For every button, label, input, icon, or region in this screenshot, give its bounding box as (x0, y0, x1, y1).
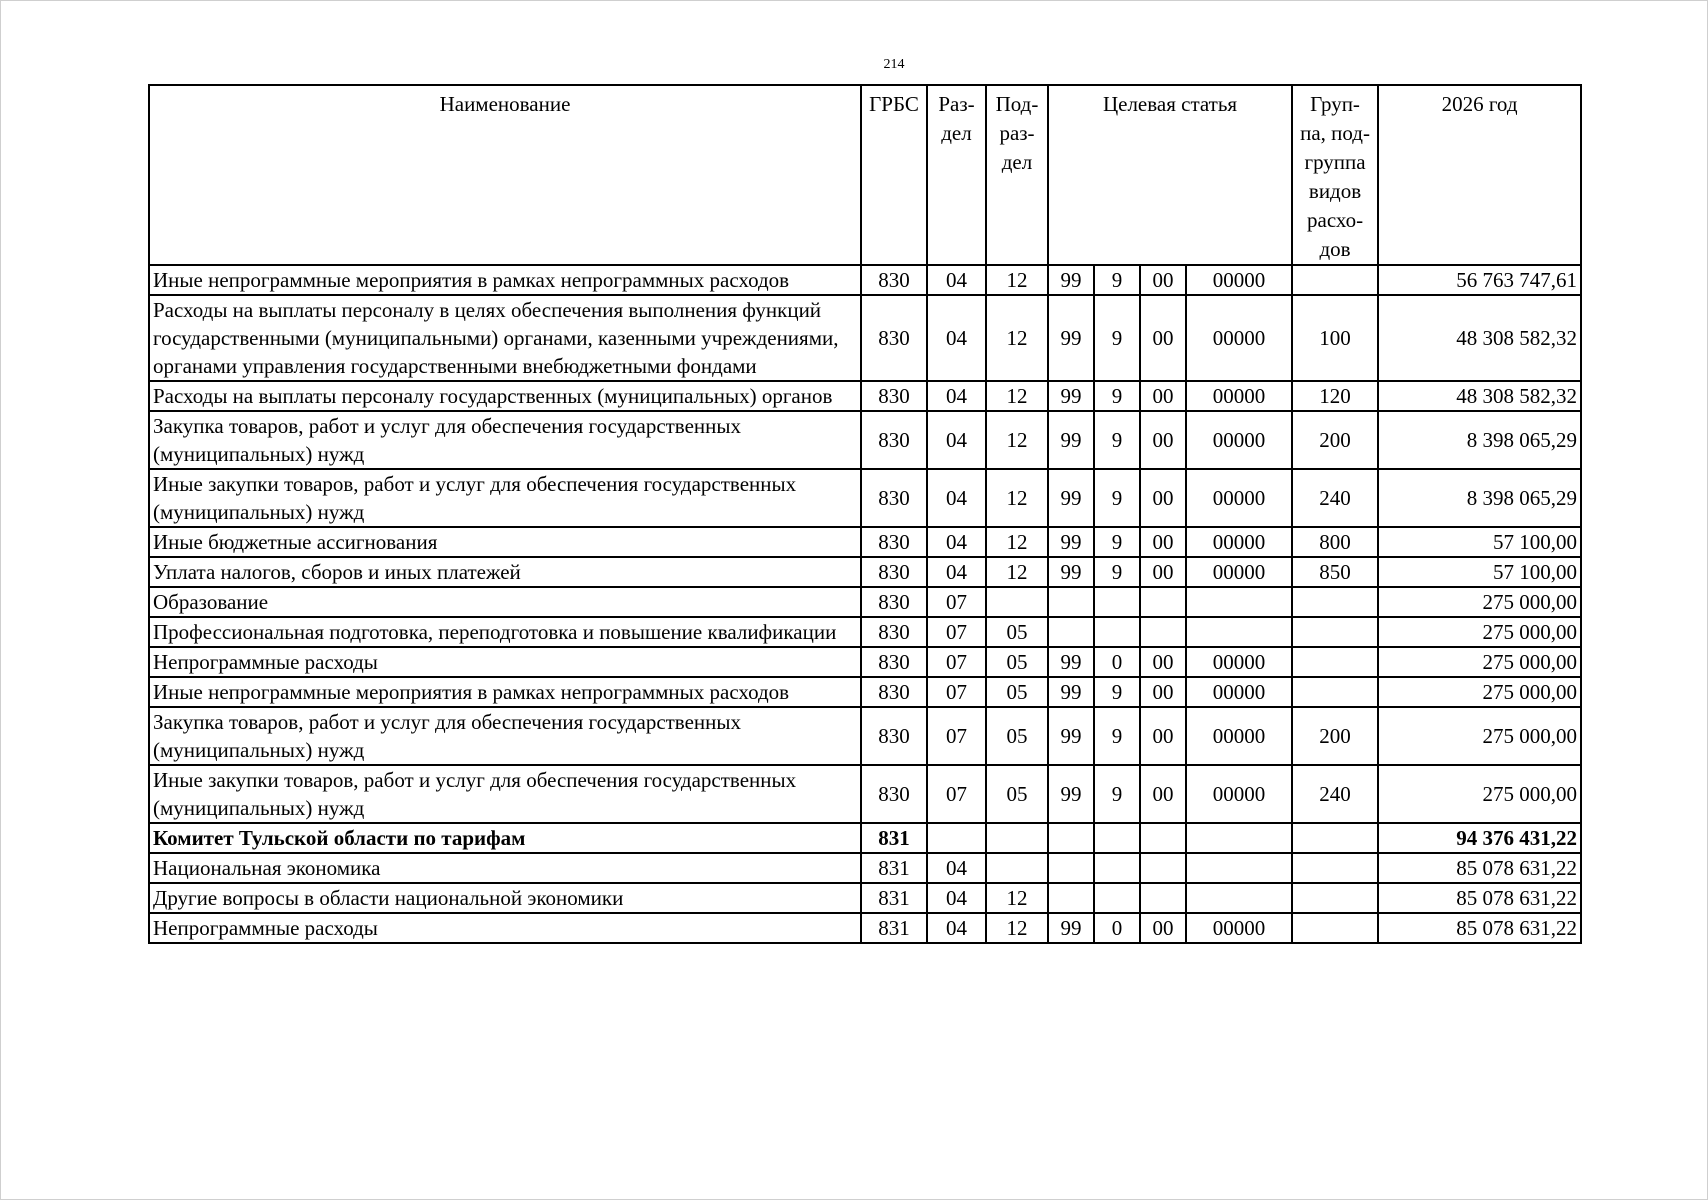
row-target-program: 99 (1048, 411, 1094, 469)
table-row (149, 913, 1581, 943)
row-amount: 275 000,00 (1378, 707, 1581, 765)
row-grbs: 830 (861, 557, 927, 587)
row-razdel: 04 (927, 883, 986, 913)
row-expense-group: 850 (1292, 557, 1378, 587)
row-name: Профессиональная подготовка, переподготовка и повышение квалификации (149, 617, 861, 647)
table-row (149, 527, 1581, 557)
row-grbs: 831 (861, 883, 927, 913)
row-target-direction: 00000 (1186, 295, 1292, 381)
row-name: Закупка товаров, работ и услуг для обеспечения государственных (муниципальных) нужд (149, 707, 861, 765)
row-razdel (927, 823, 986, 853)
table-header (149, 85, 1581, 265)
row-target-subprogram (1140, 823, 1186, 853)
row-grbs: 830 (861, 677, 927, 707)
row-name: Иные непрограммные мероприятия в рамках непрограммных расходов (149, 265, 861, 295)
row-target-subprogram: 00 (1140, 265, 1186, 295)
row-name: Непрограммные расходы (149, 647, 861, 677)
row-expense-group: 800 (1292, 527, 1378, 557)
row-expense-group (1292, 617, 1378, 647)
page-number: 214 (883, 57, 905, 72)
budget-table (148, 84, 1582, 944)
row-target-type (1094, 587, 1140, 617)
header-expense-group: Груп- па, под- группа видов расхо- дов (1292, 85, 1378, 265)
row-podrazdel (986, 823, 1048, 853)
row-target-program: 99 (1048, 469, 1094, 527)
row-target-type: 9 (1094, 557, 1140, 587)
row-amount: 275 000,00 (1378, 677, 1581, 707)
row-target-type: 0 (1094, 913, 1140, 943)
row-name: Расходы на выплаты персоналу в целях обеспечения выполнения функций государственными (муниципальными) органами, казенными учреждениями, органами управления государственными внебюджетными фондами (149, 295, 861, 381)
row-target-direction (1186, 617, 1292, 647)
row-name: Уплата налогов, сборов и иных платежей (149, 557, 861, 587)
table-row (149, 853, 1581, 883)
row-amount: 275 000,00 (1378, 617, 1581, 647)
row-target-type (1094, 883, 1140, 913)
row-expense-group: 200 (1292, 707, 1378, 765)
row-razdel: 07 (927, 587, 986, 617)
row-target-subprogram: 00 (1140, 469, 1186, 527)
row-podrazdel: 05 (986, 617, 1048, 647)
row-expense-group: 200 (1292, 411, 1378, 469)
row-target-subprogram: 00 (1140, 527, 1186, 557)
row-target-subprogram: 00 (1140, 295, 1186, 381)
row-razdel: 04 (927, 527, 986, 557)
row-target-subprogram (1140, 853, 1186, 883)
row-amount: 275 000,00 (1378, 765, 1581, 823)
row-podrazdel: 12 (986, 295, 1048, 381)
row-target-direction: 00000 (1186, 265, 1292, 295)
table-row (149, 469, 1581, 527)
row-amount: 48 308 582,32 (1378, 295, 1581, 381)
row-target-direction: 00000 (1186, 411, 1292, 469)
row-podrazdel: 12 (986, 381, 1048, 411)
row-target-program: 99 (1048, 647, 1094, 677)
row-razdel: 07 (927, 765, 986, 823)
row-name: Другие вопросы в области национальной экономики (149, 883, 861, 913)
row-target-direction (1186, 883, 1292, 913)
row-target-direction: 00000 (1186, 765, 1292, 823)
row-name: Непрограммные расходы (149, 913, 861, 943)
row-target-type: 9 (1094, 765, 1140, 823)
row-target-type: 9 (1094, 527, 1140, 557)
row-podrazdel: 05 (986, 647, 1048, 677)
row-target-subprogram: 00 (1140, 913, 1186, 943)
row-name: Комитет Тульской области по тарифам (149, 823, 861, 853)
row-target-direction: 00000 (1186, 707, 1292, 765)
row-target-program (1048, 883, 1094, 913)
row-name: Иные закупки товаров, работ и услуг для обеспечения государственных (муниципальных) нужд (149, 765, 861, 823)
row-target-type: 0 (1094, 647, 1140, 677)
table-row (149, 381, 1581, 411)
row-podrazdel: 12 (986, 883, 1048, 913)
table-row (149, 647, 1581, 677)
row-grbs: 831 (861, 823, 927, 853)
row-expense-group (1292, 883, 1378, 913)
row-razdel: 04 (927, 557, 986, 587)
table-row (149, 765, 1581, 823)
row-grbs: 830 (861, 527, 927, 557)
row-grbs: 830 (861, 381, 927, 411)
row-target-type: 9 (1094, 381, 1140, 411)
row-podrazdel: 12 (986, 265, 1048, 295)
row-target-program: 99 (1048, 707, 1094, 765)
row-podrazdel: 05 (986, 707, 1048, 765)
row-podrazdel: 05 (986, 677, 1048, 707)
row-target-type: 9 (1094, 265, 1140, 295)
row-razdel: 04 (927, 853, 986, 883)
row-grbs: 830 (861, 295, 927, 381)
row-target-program: 99 (1048, 295, 1094, 381)
row-amount: 8 398 065,29 (1378, 469, 1581, 527)
row-amount: 85 078 631,22 (1378, 913, 1581, 943)
row-target-subprogram: 00 (1140, 707, 1186, 765)
row-target-type: 9 (1094, 295, 1140, 381)
row-grbs: 830 (861, 411, 927, 469)
table-row (149, 295, 1581, 381)
row-amount: 56 763 747,61 (1378, 265, 1581, 295)
row-razdel: 04 (927, 265, 986, 295)
row-target-direction: 00000 (1186, 913, 1292, 943)
row-target-program (1048, 617, 1094, 647)
row-target-program: 99 (1048, 677, 1094, 707)
row-target-program: 99 (1048, 557, 1094, 587)
row-podrazdel: 12 (986, 913, 1048, 943)
table-row (149, 707, 1581, 765)
row-target-direction (1186, 823, 1292, 853)
row-target-subprogram: 00 (1140, 411, 1186, 469)
row-amount: 48 308 582,32 (1378, 381, 1581, 411)
row-target-type: 9 (1094, 677, 1140, 707)
table-row (149, 557, 1581, 587)
row-podrazdel: 05 (986, 765, 1048, 823)
row-name: Образование (149, 587, 861, 617)
row-grbs: 830 (861, 617, 927, 647)
row-target-type (1094, 617, 1140, 647)
row-grbs: 830 (861, 265, 927, 295)
table-row (149, 823, 1581, 853)
row-target-program: 99 (1048, 265, 1094, 295)
row-expense-group (1292, 853, 1378, 883)
row-expense-group (1292, 647, 1378, 677)
table-body (149, 265, 1581, 943)
row-grbs: 831 (861, 853, 927, 883)
table-row (149, 883, 1581, 913)
row-podrazdel: 12 (986, 469, 1048, 527)
row-razdel: 04 (927, 411, 986, 469)
row-expense-group: 100 (1292, 295, 1378, 381)
row-podrazdel: 12 (986, 527, 1048, 557)
row-target-direction: 00000 (1186, 469, 1292, 527)
row-name: Национальная экономика (149, 853, 861, 883)
row-razdel: 04 (927, 469, 986, 527)
row-name: Иные бюджетные ассигнования (149, 527, 861, 557)
row-name: Расходы на выплаты персоналу государственных (муниципальных) органов (149, 381, 861, 411)
row-amount: 57 100,00 (1378, 557, 1581, 587)
table-row (149, 677, 1581, 707)
row-target-program: 99 (1048, 381, 1094, 411)
row-grbs: 830 (861, 647, 927, 677)
row-amount: 275 000,00 (1378, 647, 1581, 677)
row-amount: 8 398 065,29 (1378, 411, 1581, 469)
header-razdel: Раз- дел (927, 85, 986, 265)
row-amount: 85 078 631,22 (1378, 853, 1581, 883)
row-razdel: 04 (927, 381, 986, 411)
row-amount: 275 000,00 (1378, 587, 1581, 617)
row-amount: 94 376 431,22 (1378, 823, 1581, 853)
row-target-type: 9 (1094, 411, 1140, 469)
row-grbs: 830 (861, 587, 927, 617)
row-expense-group: 120 (1292, 381, 1378, 411)
table-row (149, 411, 1581, 469)
row-expense-group (1292, 913, 1378, 943)
row-podrazdel (986, 587, 1048, 617)
header-name: Наименование (149, 85, 861, 265)
row-target-type (1094, 823, 1140, 853)
row-razdel: 04 (927, 913, 986, 943)
row-target-subprogram: 00 (1140, 557, 1186, 587)
row-expense-group (1292, 823, 1378, 853)
header-year-2026: 2026 год (1378, 85, 1581, 265)
row-target-type (1094, 853, 1140, 883)
row-target-subprogram (1140, 883, 1186, 913)
row-target-program (1048, 853, 1094, 883)
row-target-subprogram: 00 (1140, 647, 1186, 677)
row-target-subprogram (1140, 617, 1186, 647)
table-row (149, 265, 1581, 295)
row-target-subprogram (1140, 587, 1186, 617)
row-grbs: 831 (861, 913, 927, 943)
row-target-subprogram: 00 (1140, 765, 1186, 823)
row-razdel: 07 (927, 617, 986, 647)
row-target-direction (1186, 587, 1292, 617)
row-target-subprogram: 00 (1140, 381, 1186, 411)
row-expense-group: 240 (1292, 765, 1378, 823)
header-target-article: Целевая статья (1048, 85, 1292, 265)
row-name: Иные непрограммные мероприятия в рамках непрограммных расходов (149, 677, 861, 707)
table-row (149, 617, 1581, 647)
row-target-subprogram: 00 (1140, 677, 1186, 707)
row-podrazdel: 12 (986, 557, 1048, 587)
row-expense-group (1292, 265, 1378, 295)
row-target-type: 9 (1094, 469, 1140, 527)
row-target-direction: 00000 (1186, 677, 1292, 707)
row-grbs: 830 (861, 707, 927, 765)
row-target-program (1048, 587, 1094, 617)
row-target-direction (1186, 853, 1292, 883)
row-podrazdel: 12 (986, 411, 1048, 469)
header-podrazdel: Под- раз- дел (986, 85, 1048, 265)
row-target-type: 9 (1094, 707, 1140, 765)
row-target-direction: 00000 (1186, 557, 1292, 587)
row-podrazdel (986, 853, 1048, 883)
row-target-program: 99 (1048, 765, 1094, 823)
header-grbs: ГРБС (861, 85, 927, 265)
row-target-program (1048, 823, 1094, 853)
row-razdel: 07 (927, 677, 986, 707)
row-razdel: 07 (927, 707, 986, 765)
row-expense-group (1292, 677, 1378, 707)
row-target-direction: 00000 (1186, 381, 1292, 411)
row-name: Иные закупки товаров, работ и услуг для обеспечения государственных (муниципальных) нужд (149, 469, 861, 527)
row-amount: 57 100,00 (1378, 527, 1581, 557)
row-razdel: 07 (927, 647, 986, 677)
table-row (149, 587, 1581, 617)
row-target-direction: 00000 (1186, 527, 1292, 557)
row-grbs: 830 (861, 469, 927, 527)
row-expense-group: 240 (1292, 469, 1378, 527)
row-razdel: 04 (927, 295, 986, 381)
row-expense-group (1292, 587, 1378, 617)
row-target-program: 99 (1048, 913, 1094, 943)
row-name: Закупка товаров, работ и услуг для обеспечения государственных (муниципальных) нужд (149, 411, 861, 469)
row-target-program: 99 (1048, 527, 1094, 557)
row-amount: 85 078 631,22 (1378, 883, 1581, 913)
row-grbs: 830 (861, 765, 927, 823)
row-target-direction: 00000 (1186, 647, 1292, 677)
